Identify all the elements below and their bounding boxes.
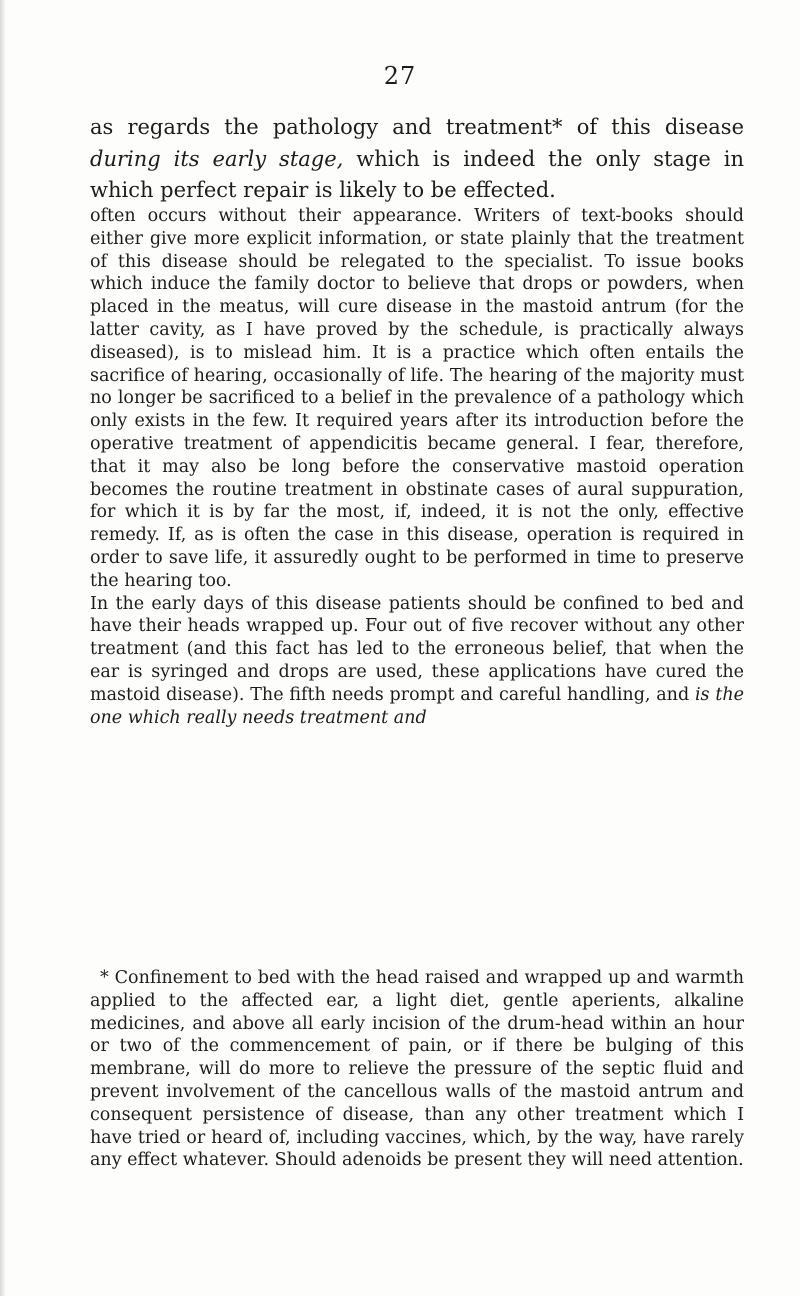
footnote-text: * Confinement to bed with the head raised and wrapped up and warmth applied to the affected ear, a light diet, gentle aperients, alkaline medicines, and above all early incision of the drum-head within an hour or two of the commencement of pain, or if there be bulging of this membrane, will do more to relieve the pressure of the septic fluid and prevent involvement of the cancellous walls of the mastoid antrum and consequent persistence of disease, than any other treatment which I have tried or heard of, including vaccines, which, by the way, have rarely any effect whatever. Should adenoids be present they will need attention. [90,968,744,1171]
body-paragraph-2 [90,593,744,730]
continuation-text-end: which is indeed the only stage in which perfect repair is likely to be effected. [90,146,744,202]
body-paragraph-2-text: In the early days of this disease patients should be confined to bed and have their heads wrapped up. Four out of five recover without any other treatment (and this fact has led to the erroneous belief, that when the ear is syringed and drops are used, these applications have cured the mastoid disease). The fifth needs prompt and careful handling, and [90,593,744,705]
continuation-paragraph [90,112,744,207]
body-paragraph-2-italic: is the one which really needs treatment and [90,684,744,728]
continuation-text-start: as regards the pathology and treatment* of this disease [90,115,744,139]
main-body-text [90,205,744,729]
page-edge-shadow [0,0,6,1296]
page-number: 27 [383,62,417,90]
body-paragraph-1: often occurs without their appearance. Writers of text-books should either give more explicit information, or state plainly that the treatment of this disease should be relegated to the specialist. To issue books which induce the family doctor to believe that drops or powders, when placed in the meatus, will cure disease in the mastoid antrum (for the latter cavity, as I have proved by the schedule, is practically always diseased), is to mislead him. It is a practice which often entails the sacrifice of hearing, occasionally of life. The hearing of the majority must no longer be sacrificed to a belief in the prevalence of a pathology which only exists in the few. It required years after its introduction before the operative treatment of appendicitis became general. I fear, therefore, that it may also be long before the conservative mastoid operation becomes the routine treatment in obstinate cases of aural suppuration, for which it is by far the most, if, indeed, it is not the only, effective remedy. If, as is often the case in this disease, operation is required in order to save life, it assuredly ought to be performed in time to preserve the hearing too. [90,206,744,591]
continuation-italic-phrase: during its early stage, [90,146,344,171]
footnote [90,967,744,1172]
